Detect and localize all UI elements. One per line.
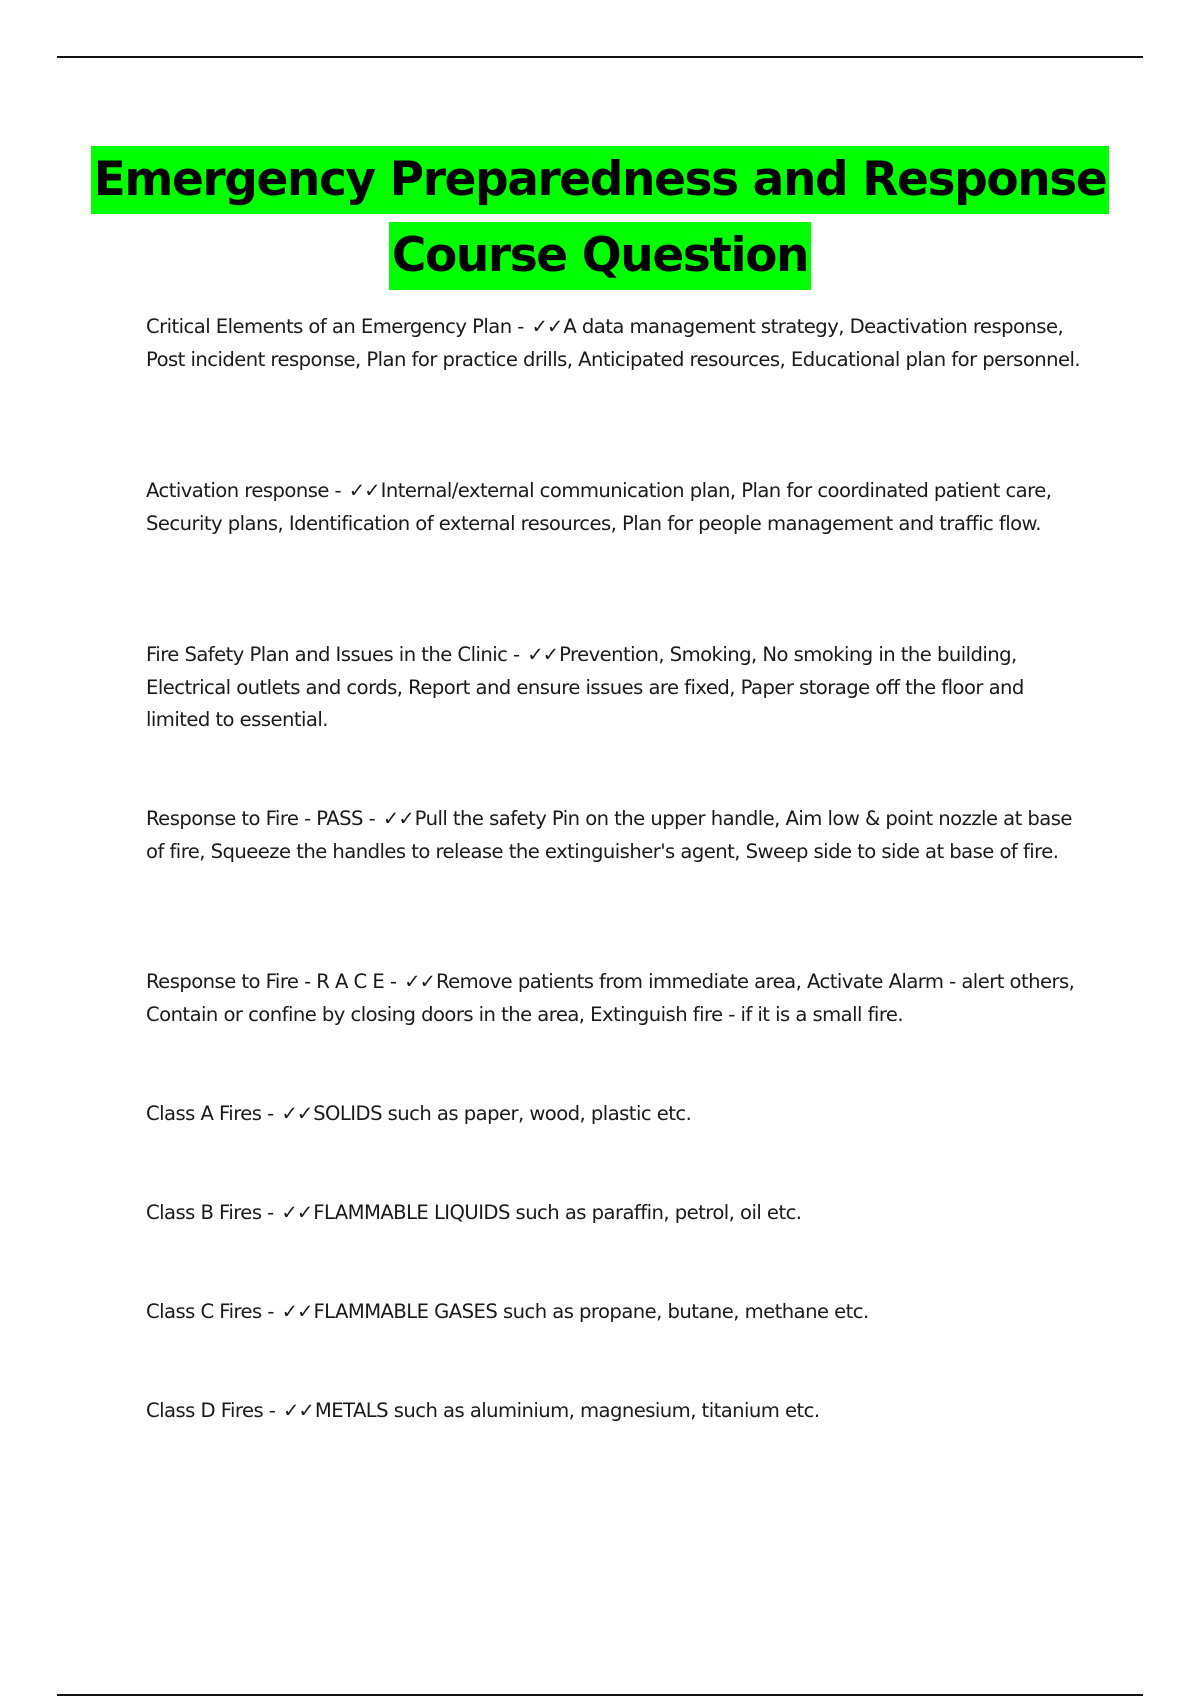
page-title <box>0 146 1200 290</box>
qa-answer: METALS such as aluminium, magnesium, titanium etc. <box>314 1399 820 1422</box>
top-rule <box>57 56 1143 58</box>
qa-term: Response to Fire - R A C E <box>146 970 385 993</box>
qa-term: Class C Fires <box>146 1300 262 1323</box>
double-check-icon: ✓✓ <box>527 643 559 666</box>
qa-separator: - <box>261 1102 280 1125</box>
double-check-icon: ✓✓ <box>281 1201 313 1224</box>
qa-entry-fire-safety-plan <box>146 639 1086 737</box>
bottom-rule <box>57 1694 1143 1696</box>
qa-entry-class-b <box>146 1197 1086 1230</box>
double-check-icon: ✓✓ <box>382 807 414 830</box>
qa-entry-class-d <box>146 1395 1086 1428</box>
qa-entry-activation-response <box>146 475 1086 540</box>
qa-separator: - <box>261 1201 280 1224</box>
qa-entry-critical-elements <box>146 311 1086 376</box>
qa-answer: Remove patients from immediate area, Activate Alarm - alert others, Contain or confine by closing doors in the area, Extinguish fire - if it is a small fire. <box>146 970 1075 1026</box>
double-check-icon: ✓✓ <box>404 970 435 993</box>
double-check-icon: ✓✓ <box>281 1102 313 1125</box>
qa-answer: A data management strategy, Deactivation response, Post incident response, Plan for practice drills, Anticipated resources, Educational plan for personnel. <box>146 315 1081 371</box>
qa-separator: - <box>511 315 530 338</box>
qa-separator: - <box>384 970 403 993</box>
qa-separator: - <box>261 1300 280 1323</box>
double-check-icon: ✓✓ <box>348 479 380 502</box>
qa-term: Fire Safety Plan and Issues in the Clinic <box>146 643 508 666</box>
qa-term: Class A Fires <box>146 1102 262 1125</box>
page-title-line-1: Emergency Preparedness and Response <box>91 146 1110 214</box>
qa-entry-response-pass <box>146 803 1086 868</box>
qa-answer: Internal/external communication plan, Plan for coordinated patient care, Security plans, Identification of external resources, Plan for people management and traffic flow. <box>146 479 1052 535</box>
qa-separator: - <box>263 1399 282 1422</box>
qa-entry-class-a <box>146 1098 1086 1131</box>
qa-separator: - <box>362 807 381 830</box>
qa-term: Response to Fire - PASS <box>146 807 363 830</box>
qa-term: Critical Elements of an Emergency Plan <box>146 315 512 338</box>
qa-term: Class B Fires <box>146 1201 262 1224</box>
qa-answer: Prevention, Smoking, No smoking in the building, Electrical outlets and cords, Report and ensure issues are fixed, Paper storage off the floor and limited to essential. <box>146 643 1024 731</box>
qa-term: Activation response <box>146 479 329 502</box>
double-check-icon: ✓✓ <box>531 315 563 338</box>
qa-answer: SOLIDS such as paper, wood, plastic etc. <box>313 1102 692 1125</box>
qa-separator: - <box>328 479 347 502</box>
qa-answer: FLAMMABLE LIQUIDS such as paraffin, petrol, oil etc. <box>313 1201 802 1224</box>
qa-separator: - <box>507 643 526 666</box>
qa-entry-class-c <box>146 1296 1086 1329</box>
page-title-line-2: Course Question <box>389 222 811 290</box>
qa-answer: Pull the safety Pin on the upper handle, Aim low & point nozzle at base of fire, Squeeze the handles to release the extinguisher's agent, Sweep side to side at base of fire. <box>146 807 1072 863</box>
double-check-icon: ✓✓ <box>281 1300 313 1323</box>
qa-term: Class D Fires <box>146 1399 264 1422</box>
double-check-icon: ✓✓ <box>283 1399 314 1422</box>
qa-answer: FLAMMABLE GASES such as propane, butane, methane etc. <box>313 1300 869 1323</box>
qa-entry-response-race <box>146 966 1086 1031</box>
